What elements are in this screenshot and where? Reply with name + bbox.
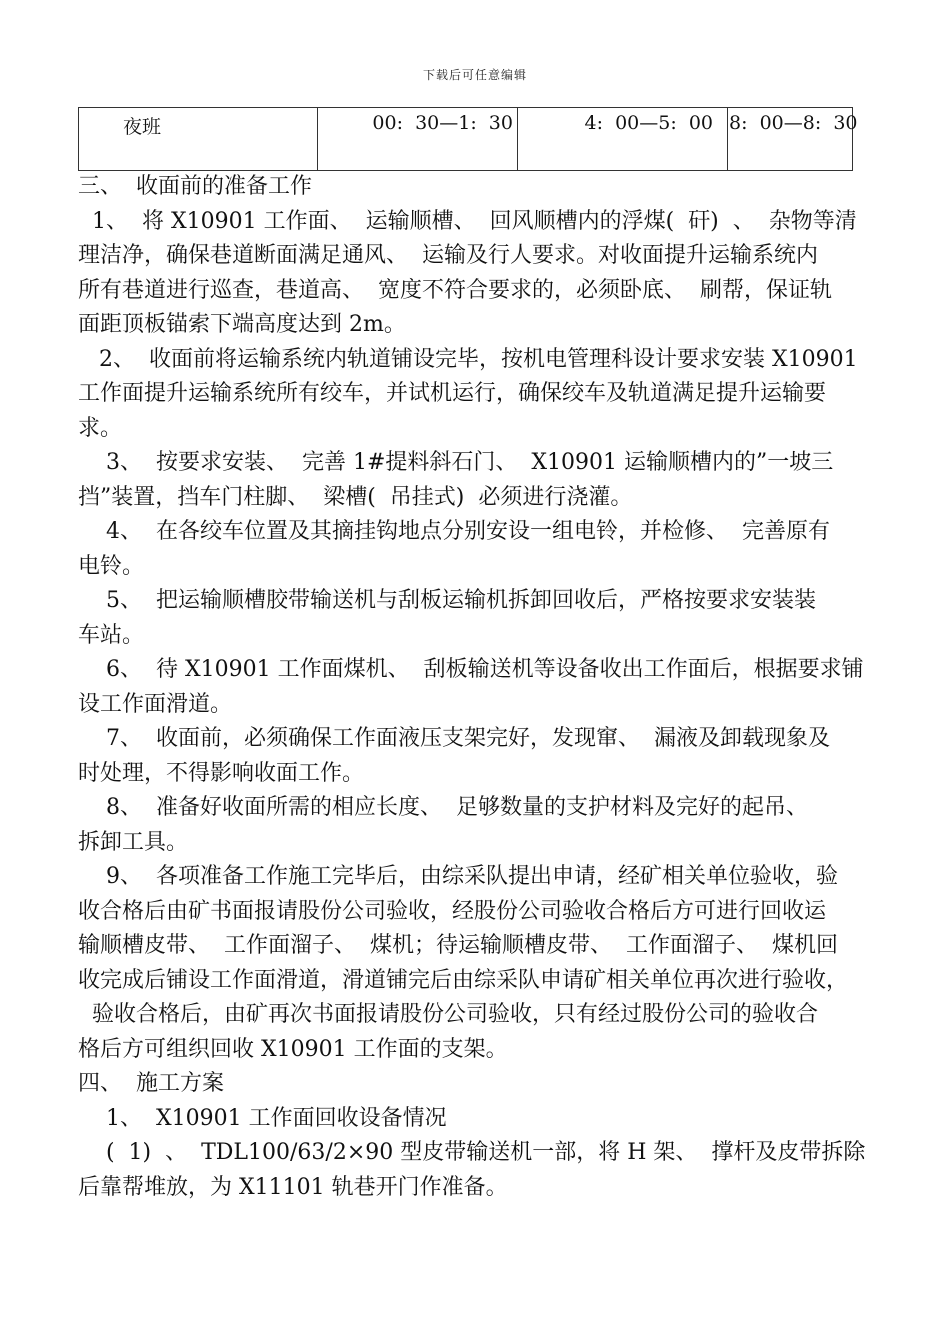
text-line: 1、 将 X10901 工作面、 运输顺槽、 回风顺槽内的浮煤( 矸) 、 杂物等清 — [78, 208, 857, 234]
text-line: 工作面提升运输系统所有绞车，并试机运行，确保绞车及轨道满足提升运输要 — [78, 381, 827, 406]
text-line: 3、 按要求安装、 完善 1#提料斜石门、 X10901 运输顺槽内的”一坡三 — [78, 450, 834, 475]
text-line: 面距顶板锚索下端高度达到 2m。 — [78, 312, 406, 337]
text-line: 收合格后由矿书面报请股份公司验收，经股份公司验收合格后方可进行回收运 — [78, 898, 827, 924]
text-line: 4、 在各绞车位置及其摘挂钩地点分别安设一组电铃，并检修、 完善原有 — [78, 519, 830, 544]
text-line: 求。 — [78, 415, 123, 441]
text-line: 设工作面滑道。 — [78, 691, 233, 717]
shift-schedule-table — [78, 107, 858, 171]
text-line: 收完成后铺设工作面滑道，滑道铺完后由综采队申请矿相关单位再次进行验收， — [78, 967, 849, 993]
text-line: 7、 收面前，必须确保工作面液压支架完好，发现窜、 漏液及卸载现象及 — [78, 726, 830, 751]
text-line: 理洁净，确保巷道断面满足通风、 运输及行人要求。对收面提升运输系统内 — [78, 243, 818, 268]
text-line: 拆卸工具。 — [78, 829, 189, 855]
document-body — [78, 170, 878, 1205]
text-line: 验收合格后，由矿再次书面报请股份公司验收，只有经过股份公司的验收合 — [78, 1002, 819, 1027]
text-line: 2、 收面前将运输系统内轨道铺设完毕，按机电管理科设计要求安装 X10901 — [78, 346, 858, 372]
text-line: 挡”装置，挡车门柱脚、 梁槽( 吊挂式) 必须进行浇灌。 — [78, 484, 633, 510]
text-line: 车站。 — [78, 622, 145, 648]
text-line: 时处理，不得影响收面工作。 — [78, 760, 365, 786]
text-line: 6、 待 X10901 工作面煤机、 刮板输送机等设备收出工作面后，根据要求铺 — [78, 657, 864, 682]
text-line: 1、 X10901 工作面回收设备情况 — [78, 1105, 447, 1131]
table-row — [79, 108, 853, 171]
text-line: 所有巷道进行巡查，巷道高、 宽度不符合要求的，必须卧底、 刷帮，保证轨 — [78, 277, 832, 303]
section-heading: 三、 收面前的准备工作 — [78, 174, 312, 199]
text-line: 格后方可组织回收 X10901 工作面的支架。 — [78, 1036, 508, 1062]
text-line: 输顺槽皮带、 工作面溜子、 煤机；待运输顺槽皮带、 工作面溜子、 煤机回 — [78, 933, 838, 958]
table-cell: 8: 00—8: 30 — [728, 108, 853, 171]
text-line: 9、 各项准备工作施工完毕后，由综采队提出申请，经矿相关单位验收，验 — [78, 864, 838, 889]
text-line: 后靠帮堆放，为 X11101 轨巷开门作准备。 — [78, 1174, 508, 1200]
table-cell: 夜班 — [79, 108, 318, 171]
text-line: 5、 把运输顺槽胶带输送机与刮板运输机拆卸回收后，严格按要求安装装 — [78, 588, 816, 613]
section-heading: 四、 施工方案 — [78, 1071, 224, 1096]
table-cell: 00: 30—1: 30 — [318, 108, 518, 171]
text-line: ( 1) 、 TDL100/63/2×90 型皮带输送机一部，将 H 架、 撑杆及皮带拆除 — [78, 1140, 866, 1165]
text-line: 8、 准备好收面所需的相应长度、 足够数量的支护材料及完好的起吊、 — [78, 795, 808, 820]
page-header: 下载后可任意编辑 — [422, 68, 527, 82]
text-line: 电铃。 — [78, 553, 145, 579]
table-cell: 4: 00—5: 00 — [518, 108, 728, 171]
